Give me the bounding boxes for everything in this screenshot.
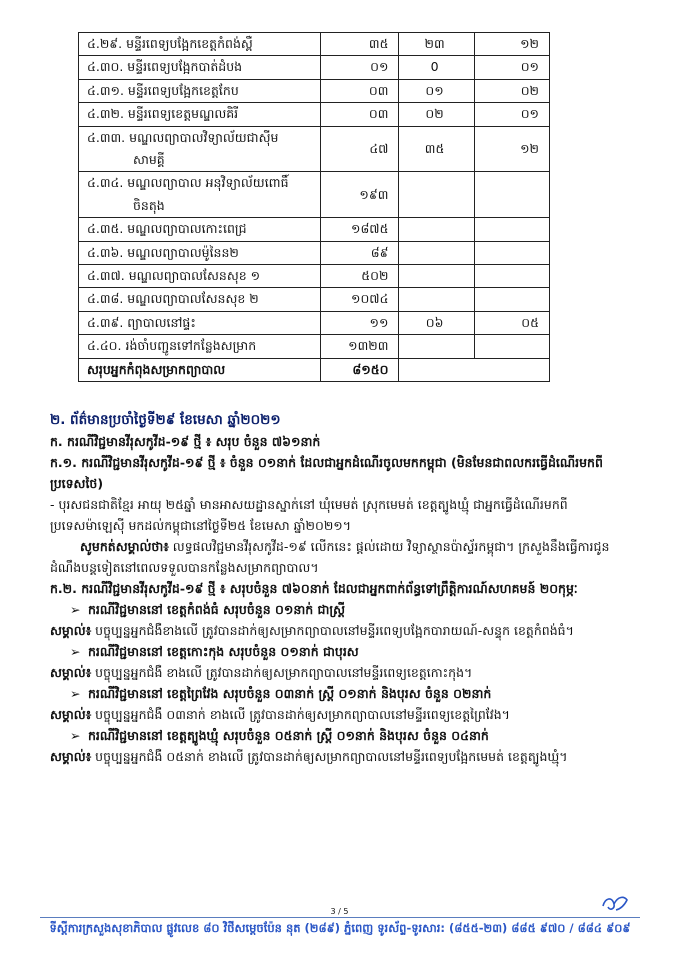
count-cell-c3 — [474, 335, 549, 358]
k1-heading: ក.១. ករណីវិជ្ជមានវីរុសកូវីដ-១៩ ថ្មី ៖ ចំនួន ០១នាក់ ដែលជាអ្នកដំណើរចូលមកកម្ពុជា (មិនមែនជាពលករធ្វើដំណើរមកពីប្រទេសថៃ) — [50, 455, 603, 491]
count-cell-c3 — [474, 241, 549, 264]
footer-address: ទីស្តីការក្រសួងសុខាភិបាល ផ្លូវលេខ ៨០ វិថីសម្តេចប៉ែន នុត (២៨៩) ភ្នំពេញ ទូរស័ព្ទ-ទូរសារ: (៨៥៥-២៣) ៨៨៥ ៩៧០ / ៨៨៤ ៩០៩ — [49, 921, 631, 935]
hospital-name-cell — [79, 33, 321, 56]
count-cell-c1: ០៣ — [321, 103, 399, 126]
table-row — [79, 265, 550, 288]
table-row — [79, 56, 550, 79]
hospital-name-cell — [79, 56, 321, 79]
count-cell-c2: ០១ — [399, 79, 474, 102]
case-item — [50, 641, 640, 683]
hospital-name: ៤.២៩. មន្ទីរពេទ្យបង្អែកខេត្តកំពង់ស្ពឺ — [87, 36, 253, 51]
count-cell-c1: ០៣ — [321, 79, 399, 102]
arrow-icon: ➢ — [70, 602, 81, 617]
arrow-icon: ➢ — [70, 728, 81, 743]
total-value: ៨១៥០ — [321, 358, 399, 381]
count-cell-c2 — [399, 265, 474, 288]
count-cell-c2: ០២ — [399, 103, 474, 126]
hospital-name-cell — [79, 79, 321, 102]
count-cell-c3: ១២ — [474, 33, 549, 56]
arrow-icon: ➢ — [70, 686, 81, 701]
count-cell-c3 — [474, 288, 549, 311]
note-label: សូមកត់សម្គាល់ថា៖ — [80, 539, 169, 554]
case-heading: ករណីវិជ្ជមាននៅ ខេត្តព្រៃវែង សរុបចំនួន ០៣នាក់ ស្ត្រី ០១នាក់ និងបុរស ចំនួន ០២នាក់ — [88, 686, 492, 701]
section-body — [50, 410, 640, 767]
k1-body: - បុរសជនជាតិខ្មែរ អាយុ ២៥ឆ្នាំ មានអាសយដ្ឋានស្នាក់នៅ ឃុំមេមត់ ស្រុកមេមត់ ខេត្តត្បូងឃ្មុំ ជាអ្នកធ្វើដំណើរមកពីប្រទេសម៉ាឡេស៊ី មកដល់កម្ពុជានៅថ្ងៃទី២៥ ខែមេសា ឆ្នាំ២០២១។ — [50, 497, 568, 533]
case-note-label: សម្គាល់៖ — [50, 623, 92, 638]
table-total-row — [79, 358, 550, 381]
total-empty-cell — [399, 358, 474, 381]
hospital-name: ៤.៣៦. មណ្ឌលព្យាបាលម៉ូនៃន២ — [87, 244, 239, 260]
note-paragraph — [50, 536, 640, 578]
count-cell-c1: ១១ — [321, 311, 399, 334]
case-note: បច្ចុប្បន្នអ្នកជំងឺ ខាងលើ ត្រូវបានដាក់ឲ្យសម្រាកព្យាបាលនៅមន្ទីរពេទ្យខេត្តកោះកុង។ — [91, 665, 473, 680]
k-heading: ក. ករណីវិជ្ជមានវីរុសកូវីដ-១៩ ថ្មី ៖ សរុប ចំនួន ៧៦១នាក់ — [50, 434, 321, 449]
case-item — [50, 599, 640, 641]
page-number: 3 / 5 — [330, 907, 349, 916]
hospital-name-cell — [79, 335, 321, 358]
case-note-label: សម្គាល់៖ — [50, 707, 92, 722]
table-row — [79, 172, 550, 218]
hospital-name-line2: ចិនតុង — [133, 197, 165, 213]
table-row — [79, 126, 550, 172]
count-cell-c2 — [399, 218, 474, 241]
count-cell-c3 — [474, 172, 549, 218]
count-cell-c1: ០១ — [321, 56, 399, 79]
hospital-name: ៤.៣៥. មណ្ឌលព្យាបាលកោះពេជ្រ — [87, 221, 247, 237]
count-cell-c1: ១៣២៣ — [321, 335, 399, 358]
count-cell-c3 — [474, 218, 549, 241]
hospital-name-cell — [79, 265, 321, 288]
count-cell-c2 — [399, 241, 474, 264]
hospital-name-cell — [79, 218, 321, 241]
count-cell-c3: ០២ — [474, 79, 549, 102]
count-cell-c3: ០៥ — [474, 311, 549, 334]
hospital-name-cell — [79, 103, 321, 126]
case-note-label: សម្គាល់៖ — [50, 749, 92, 764]
table-row — [79, 218, 550, 241]
case-note-label: សម្គាល់៖ — [50, 665, 92, 680]
case-item — [50, 725, 640, 767]
hospital-table — [78, 32, 550, 382]
hospital-name-cell — [79, 241, 321, 264]
count-cell-c2: ០៦ — [399, 311, 474, 334]
hospital-name-cell — [79, 288, 321, 311]
case-note: បច្ចុប្បន្នអ្នកជំងឺខាងលើ ត្រូវបានដាក់ឲ្យសម្រាកព្យាបាលនៅមន្ទីរពេទ្យបង្អែកបារាយណ៍-សន្ទុក ខេត្តកំពង់ធំ។ — [91, 623, 574, 638]
section-2-title: ២. ព័ត៌មានប្រចាំថ្ងៃទី២៩ ខែមេសា ឆ្នាំ២០២១ — [50, 412, 281, 428]
k2-heading: ក.២. ករណីវិជ្ជមានវីរុសកូវីដ-១៩ ថ្មី ៖ សរុបចំនួន ៧៦០នាក់ ដែលជាអ្នកពាក់ព័ន្ធទៅព្រឹត្តិការណ៍សហគមន៍ ២០កុម្ភៈ — [50, 581, 578, 596]
table-row — [79, 241, 550, 264]
hospital-name: ៤.៤០. រង់ចាំបញ្ជូនទៅកន្លែងសម្រាក — [87, 338, 257, 354]
case-note: បច្ចុប្បន្នអ្នកជំងឺ ០៣នាក់ ខាងលើ ត្រូវបានដាក់ឲ្យសម្រាកព្យាបាលនៅមន្ទីរពេទ្យខេត្តព្រៃវែង។ — [91, 707, 510, 722]
table-row — [79, 33, 550, 56]
count-cell-c3: ១២ — [474, 126, 549, 172]
hospital-name: ៤.៣០. មន្ទីរពេទ្យបង្អែកបាត់ដំបង — [87, 59, 243, 75]
count-cell-c1: ១០៧៤ — [321, 288, 399, 311]
hospital-name-line2: សាមគ្គី — [133, 152, 165, 168]
total-empty-cell — [474, 358, 549, 381]
count-cell-c1: ១៩៣ — [321, 172, 399, 218]
count-cell-c3 — [474, 265, 549, 288]
hospital-name-cell — [79, 172, 321, 218]
hospital-name: ៤.៣៤. មណ្ឌលព្យាបាល អនុវិទ្យាល័យពោធិ៍ — [87, 175, 289, 191]
case-heading: ករណីវិជ្ជមាននៅ ខេត្តត្បូងឃ្មុំ សរុបចំនួន ០៥នាក់ ស្ត្រី ០១នាក់ និងបុរស ចំនួន ០៤នាក់ — [88, 728, 489, 743]
count-cell-c2: 0 — [399, 56, 474, 79]
footer-divider — [40, 917, 640, 918]
count-cell-c2 — [399, 335, 474, 358]
count-cell-c2 — [399, 172, 474, 218]
count-cell-c1: ១៨៧៥ — [321, 218, 399, 241]
hospital-name-cell — [79, 126, 321, 172]
note-body: លទ្ធផលវិជ្ជមានវីរុសកូវីដ-១៩ លើកនេះ ផ្តល់ដោយ វិទ្យាស្ថានប៉ាស្ទ័រកម្ពុជា។ ក្រសួងនឹងធ្វើការជូនដំណឹងបន្តទៀតនៅពេលទទួលបានកន្លែងសម្រាកព្យាបាល។ — [50, 539, 610, 575]
count-cell-c2: ៣៥ — [399, 126, 474, 172]
hospital-name: ៤.៣៧. មណ្ឌលព្យាបាលសែនសុខ ១ — [87, 268, 261, 284]
case-item — [50, 683, 640, 725]
hospital-name: ៤.៣៩. ព្យាបាលនៅផ្ទះ — [87, 314, 196, 330]
hospital-name-cell — [79, 311, 321, 334]
table-row — [79, 103, 550, 126]
count-cell-c1: ៨៩ — [321, 241, 399, 264]
table-row — [79, 79, 550, 102]
count-cell-c2 — [399, 288, 474, 311]
table-row — [79, 311, 550, 334]
count-cell-c3: ០១ — [474, 56, 549, 79]
table-row — [79, 288, 550, 311]
case-note: បច្ចុប្បន្នអ្នកជំងឺ ០៥នាក់ ខាងលើ ត្រូវបានដាក់ឲ្យសម្រាកព្យាបាលនៅមន្ទីរពេទ្យបង្អែកមេមត់ ខេត្តត្បូងឃ្មុំ។ — [91, 749, 568, 764]
count-cell-c1: ៣៥ — [321, 33, 399, 56]
hospital-name: ៤.៣៣. មណ្ឌលព្យាបាលវិទ្យាល័យជាស៊ីម — [87, 129, 279, 145]
hospital-name: ៤.៣៨. មណ្ឌលព្យាបាលសែនសុខ ២ — [87, 291, 259, 307]
table-row — [79, 335, 550, 358]
count-cell-c1: ៥០២ — [321, 265, 399, 288]
arrow-icon: ➢ — [70, 644, 81, 659]
total-label: សរុបអ្នកកំពុងសម្រាកព្យាបាល — [79, 358, 321, 381]
count-cell-c2: ២៣ — [399, 33, 474, 56]
hospital-name: ៤.៣២. មន្ទីរពេទ្យខេត្តមណ្ឌលគិរី — [87, 106, 239, 122]
hospital-name: ៤.៣១. មន្ទីរពេទ្យបង្អែកខេត្តកែប — [87, 82, 239, 98]
case-heading: ករណីវិជ្ជមាននៅ ខេត្តកំពង់ធំ សរុបចំនួន ០១នាក់ ជាស្ត្រី — [88, 602, 346, 617]
case-heading: ករណីវិជ្ជមាននៅ ខេត្តកោះកុង សរុបចំនួន ០១នាក់ ជាបុរស — [88, 644, 359, 659]
count-cell-c1: ៤៧ — [321, 126, 399, 172]
count-cell-c3: ០១ — [474, 103, 549, 126]
